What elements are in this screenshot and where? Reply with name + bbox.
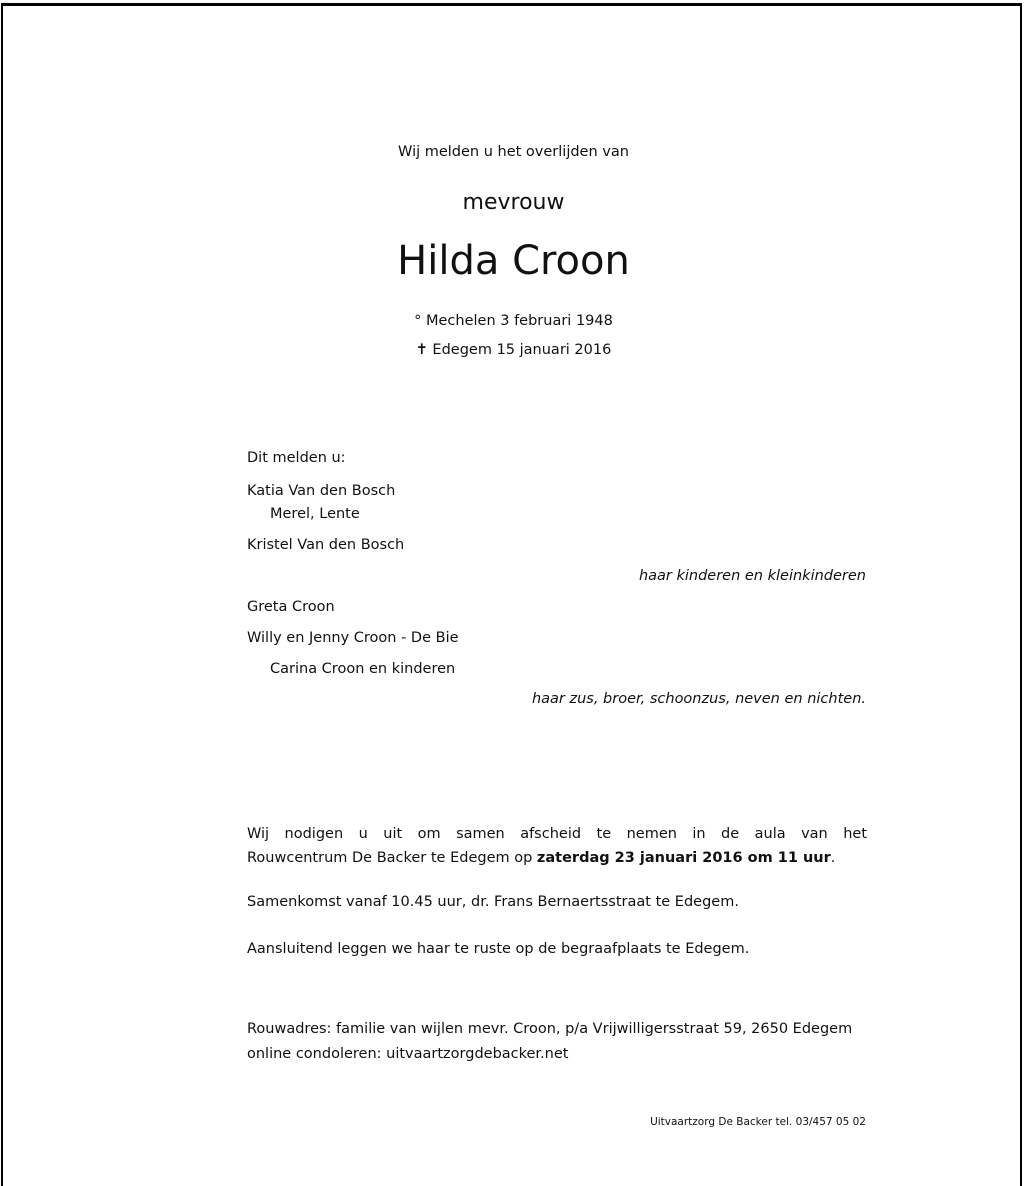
family-relation: haar zus, broer, schoonzus, neven en nichten.: [531, 691, 866, 707]
death-info: ✝ Edegem 15 januari 2016: [415, 342, 612, 358]
ceremony-line: Rouwcentrum De Backer te Edegem op: [247, 850, 537, 866]
online-condolences: online condoleren: uitvaartzorgdebacker.net: [247, 1046, 569, 1062]
ceremony-line-end: .: [830, 850, 836, 866]
family-member: Carina Croon en kinderen: [270, 661, 456, 677]
ceremony-line: Wij nodigen u uit om samen afscheid te nemen in de aula van het: [247, 826, 867, 842]
ceremony-invitation: [247, 822, 867, 870]
deceased-name: Hilda Croon: [397, 238, 630, 284]
family-relation: haar kinderen en kleinkinderen: [638, 568, 866, 584]
family-member: Willy en Jenny Croon - De Bie: [247, 630, 459, 646]
birth-info: ° Mechelen 3 februari 1948: [414, 313, 613, 329]
title: mevrouw: [462, 190, 565, 215]
ceremony-date: zaterdag 23 januari 2016 om 11 uur: [536, 850, 831, 866]
family-intro: Dit melden u:: [247, 450, 346, 466]
family-member: Katia Van den Bosch: [247, 483, 396, 499]
gathering-info: Samenkomst vanaf 10.45 uur, dr. Frans Bernaertsstraat te Edegem.: [247, 894, 739, 910]
footer-funeral-home: Uitvaartzorg De Backer tel. 03/457 05 02: [650, 1116, 866, 1128]
intro-text: Wij melden u het overlijden van: [398, 144, 629, 160]
page-border: [1, 3, 1022, 1186]
family-member: Greta Croon: [247, 599, 335, 615]
mourning-address: Rouwadres: familie van wijlen mevr. Croon, p/a Vrijwilligersstraat 59, 2650 Edegem: [247, 1021, 853, 1037]
family-member: Kristel Van den Bosch: [247, 537, 405, 553]
burial-info: Aansluitend leggen we haar te ruste op de begraafplaats te Edegem.: [247, 941, 750, 957]
family-member: Merel, Lente: [270, 506, 360, 522]
